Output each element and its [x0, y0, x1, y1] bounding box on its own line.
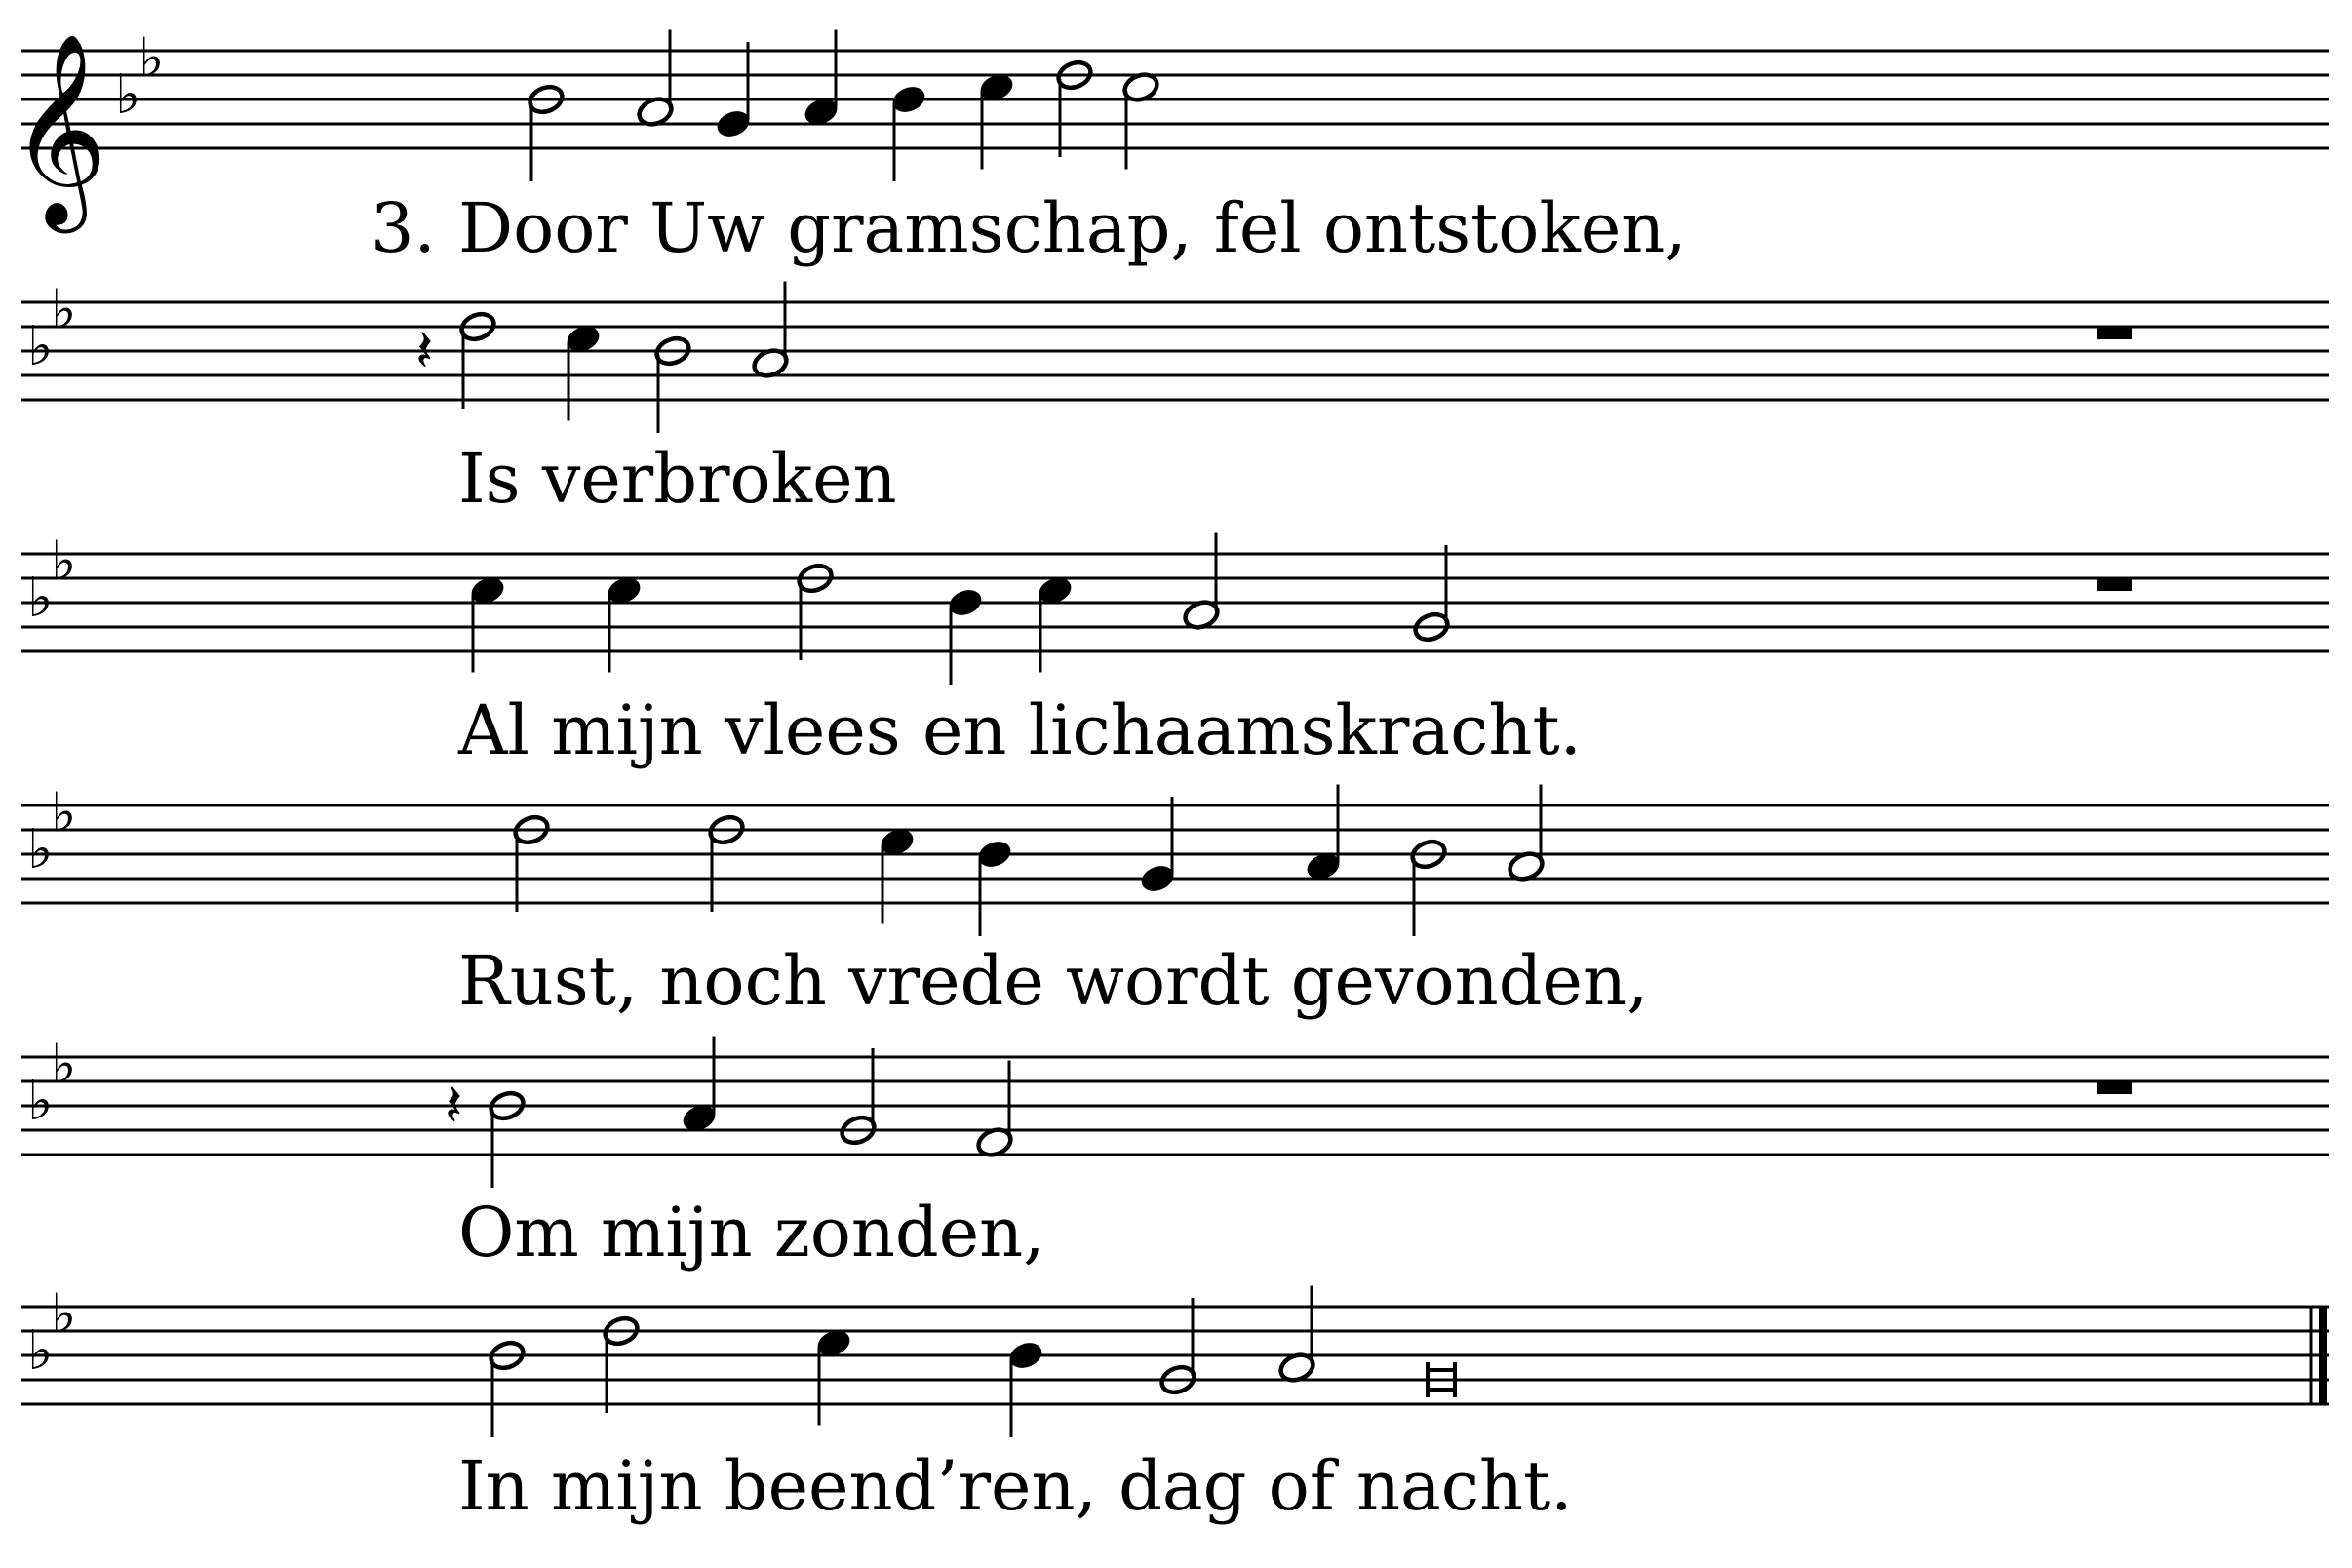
half-note — [1121, 70, 1161, 169]
staff-system-2 — [21, 279, 2329, 434]
half-note — [653, 334, 693, 433]
treble-clef-icon: 𝄞 — [10, 32, 108, 225]
staff-system-6 — [21, 1283, 2329, 1438]
lyric-line-5: Om mijn zonden, — [458, 1193, 1045, 1273]
half-note — [1277, 1286, 1317, 1385]
quarter-note — [977, 70, 1017, 169]
quarter-note — [889, 83, 929, 181]
quarter-rest-icon: 𝄽 — [445, 1072, 463, 1140]
half-note — [458, 310, 498, 409]
half-note — [1158, 1298, 1198, 1396]
half-note — [1182, 533, 1222, 632]
lyric-line-2: Is verbroken — [458, 439, 897, 519]
verse-number: 3. — [371, 188, 436, 268]
half-note — [707, 813, 747, 912]
half-note — [975, 1061, 1015, 1159]
flat-icon: ♭ — [51, 1282, 77, 1347]
lyric-line-1: Door Uw gramschap, fel ontstoken, — [458, 188, 1687, 268]
quarter-note — [605, 573, 645, 672]
quarter-note — [1006, 1339, 1046, 1437]
half-note — [1409, 838, 1449, 936]
half-note — [1412, 545, 1452, 644]
flat-icon: ♭ — [27, 315, 54, 378]
quarter-note — [564, 322, 604, 420]
half-note — [751, 282, 791, 380]
quarter-note — [946, 586, 986, 685]
quarter-note — [802, 30, 842, 129]
half-note — [796, 562, 836, 660]
whole-rest-icon — [2097, 327, 2132, 339]
flat-icon: ♭ — [115, 63, 141, 127]
half-note — [1507, 785, 1547, 883]
half-note — [1055, 59, 1095, 157]
flat-icon: ♭ — [27, 1319, 54, 1383]
flat-icon: ♭ — [27, 1070, 54, 1133]
quarter-note — [878, 825, 918, 923]
half-note — [527, 83, 567, 181]
whole-rest-icon — [2097, 1081, 2132, 1094]
half-note — [512, 813, 552, 912]
half-note — [636, 30, 676, 129]
flat-icon: ♭ — [51, 278, 77, 342]
lyric-line-3: Al mijn vlees en lichaamskracht. — [458, 690, 1582, 770]
flat-icon: ♭ — [51, 781, 77, 845]
half-note — [488, 1339, 528, 1437]
quarter-note — [814, 1326, 854, 1425]
flat-icon: ♭ — [138, 26, 165, 91]
flat-icon: ♭ — [27, 567, 54, 630]
quarter-note — [1138, 797, 1178, 895]
quarter-note — [468, 573, 508, 672]
quarter-note — [975, 838, 1015, 936]
quarter-note — [680, 1037, 720, 1135]
half-note — [839, 1048, 879, 1147]
lyric-line-6: In mijn beend’ren, dag of nacht. — [458, 1446, 1573, 1526]
quarter-note — [714, 42, 754, 140]
quarter-note — [1304, 785, 1344, 883]
flat-icon: ♭ — [51, 529, 77, 594]
flat-icon: ♭ — [51, 1033, 77, 1097]
half-note — [602, 1314, 642, 1413]
whole-rest-icon — [2097, 578, 2132, 591]
staff-system-4 — [21, 782, 2329, 937]
flat-icon: ♭ — [27, 818, 54, 882]
staff-system-5 — [21, 1034, 2329, 1189]
lyric-line-4: Rust, noch vrede wordt gevonden, — [458, 941, 1649, 1021]
quarter-rest-icon: 𝄽 — [415, 317, 434, 385]
quarter-note — [1036, 573, 1076, 672]
half-note — [488, 1089, 528, 1188]
staff-system-3 — [21, 530, 2329, 686]
